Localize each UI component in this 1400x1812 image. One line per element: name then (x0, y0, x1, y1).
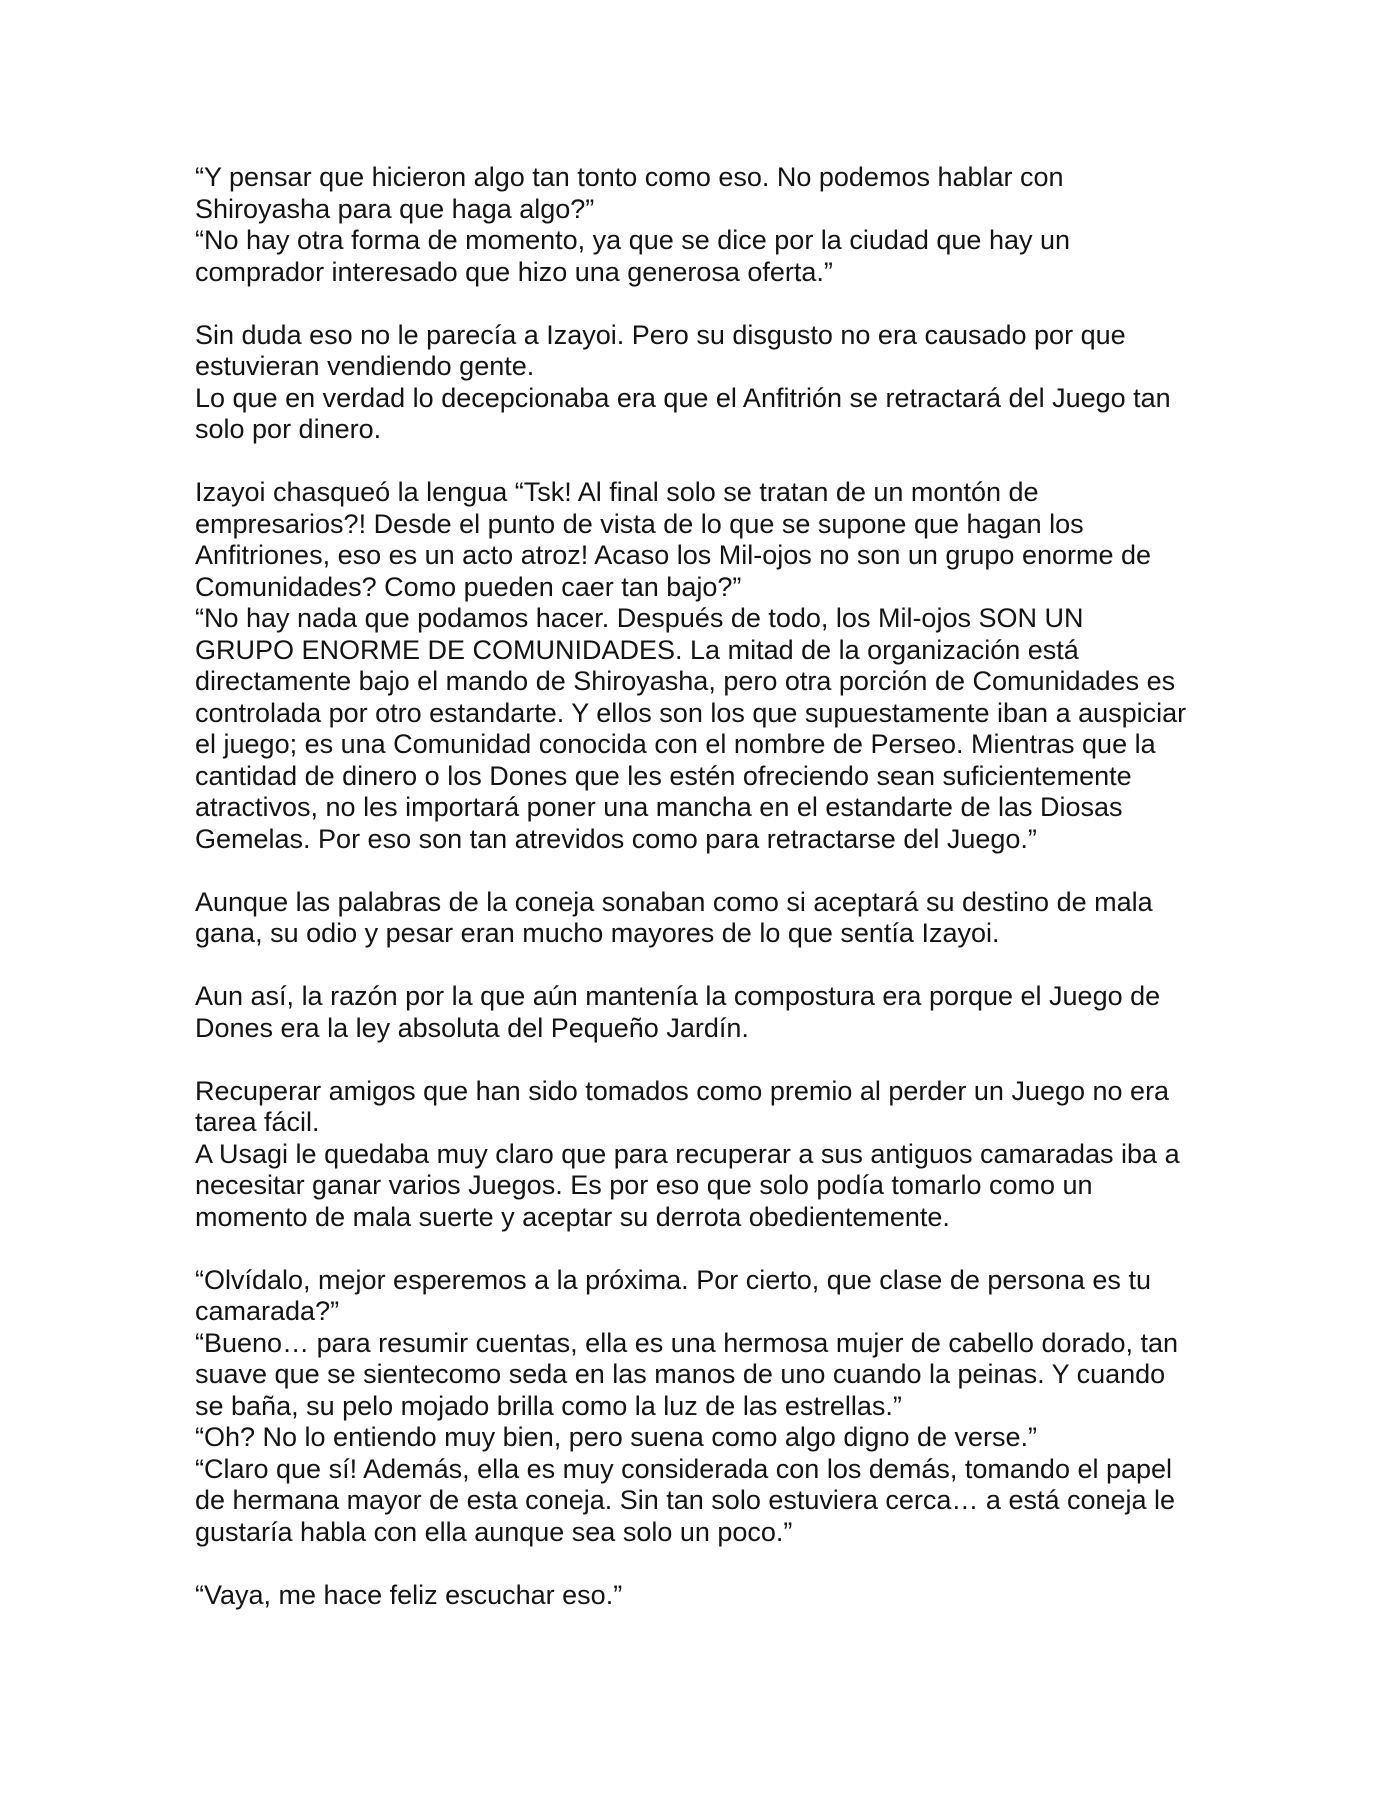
text-line: necesitar ganar varios Juegos. Es por eso que solo podía tomarlo como un (195, 1170, 1093, 1200)
text-line: Dones era la ley absoluta del Pequeño Jardín. (195, 1012, 749, 1043)
text-line: directamente bajo el mando de Shiroyasha, pero otra porción de Comunidades es (195, 666, 1176, 696)
text-line: suave que se sientecomo seda en las manos de uno cuando la peinas. Y cuando (195, 1359, 1166, 1389)
text-line: Shiroyasha para que haga algo?” (195, 193, 595, 224)
text-line: gustaría habla con ella aunque sea solo un poco.” (195, 1516, 793, 1547)
text-line: empresarios?! Desde el punto de vista de lo que se supone que hagan los (195, 508, 1084, 539)
text-line: Recuperar amigos que han sido tomados como premio al perder un Juego no era (195, 1075, 1170, 1106)
text-line: A Usagi le quedaba muy claro que para recuperar a sus antiguos camaradas iba a (195, 1138, 1180, 1169)
text-line: solo por dinero. (195, 414, 382, 444)
text-line: Comunidades? Como pueden caer tan bajo?” (195, 571, 742, 602)
text-line: momento de mala suerte y aceptar su derrota obedientemente. (195, 1201, 950, 1232)
text-line: comprador interesado que hizo una generosa oferta.” (195, 256, 833, 287)
paragraph (195, 887, 1235, 950)
document-body (195, 162, 1235, 1643)
text-line: “Vaya, me hace feliz escuchar eso.” (195, 1579, 623, 1610)
paragraph (195, 162, 1235, 288)
text-line: “Claro que sí! Además, ella es muy considerada con los demás, tomando el papel (195, 1453, 1173, 1484)
text-line: de hermana mayor de esta coneja. Sin tan solo estuviera cerca… a está coneja le (195, 1485, 1176, 1515)
text-line: “Bueno… para resumir cuentas, ella es una hermosa mujer de cabello dorado, tan (195, 1327, 1179, 1358)
text-line: camarada?” (195, 1296, 340, 1326)
text-line: Sin duda eso no le parecía a Izayoi. Pero su disgusto no era causado por que (195, 319, 1126, 350)
text-line: “Olvídalo, mejor esperemos a la próxima. Por cierto, que clase de persona es tu (195, 1264, 1151, 1295)
text-line: Gemelas. Por eso son tan atrevidos como para retractarse del Juego.” (195, 823, 1037, 854)
paragraph (195, 477, 1235, 855)
paragraph (195, 1580, 1235, 1612)
text-line: “Oh? No lo entiendo muy bien, pero suena como algo digno de verse.” (195, 1422, 1038, 1452)
paragraph (195, 1265, 1235, 1549)
text-line: GRUPO ENORME DE COMUNIDADES. La mitad de la organización está (195, 634, 1079, 665)
text-line: controlada por otro estandarte. Y ellos son los que supuestamente iban a auspiciar (195, 697, 1187, 728)
text-line: estuvieran vendiendo gente. (195, 351, 535, 381)
text-line: cantidad de dinero o los Dones que les estén ofreciendo sean suficientemente (195, 760, 1132, 791)
text-line: Aunque las palabras de la coneja sonaban como si aceptará su destino de mala (195, 886, 1153, 917)
text-line: Aun así, la razón por la que aún mantenía la compostura era porque el Juego de (195, 981, 1161, 1011)
text-line: Anfitriones, eso es un acto atroz! Acaso los Mil-ojos no son un grupo enorme de (195, 540, 1152, 570)
text-line: atractivos, no les importará poner una mancha en el estandarte de las Diosas (195, 792, 1123, 822)
text-line: “No hay otra forma de momento, ya que se dice por la ciudad que hay un (195, 225, 1071, 255)
paragraph (195, 1076, 1235, 1234)
paragraph (195, 320, 1235, 446)
text-line: gana, su odio y pesar eran mucho mayores de lo que sentía Izayoi. (195, 918, 1000, 948)
text-line: el juego; es una Comunidad conocida con el nombre de Perseo. Mientras que la (195, 729, 1156, 759)
text-line: “No hay nada que podamos hacer. Después de todo, los Mil-ojos SON UN (195, 603, 1084, 633)
text-line: “Y pensar que hicieron algo tan tonto como eso. No podemos hablar con (195, 162, 1064, 192)
paragraph (195, 981, 1235, 1044)
text-line: Lo que en verdad lo decepcionaba era que el Anfitrión se retractará del Juego tan (195, 382, 1171, 413)
text-line: tarea fácil. (195, 1107, 320, 1137)
text-line: Izayoi chasqueó la lengua “Tsk! Al final solo se tratan de un montón de (195, 477, 1039, 507)
text-line: se baña, su pelo mojado brilla como la luz de las estrellas.” (195, 1390, 902, 1421)
